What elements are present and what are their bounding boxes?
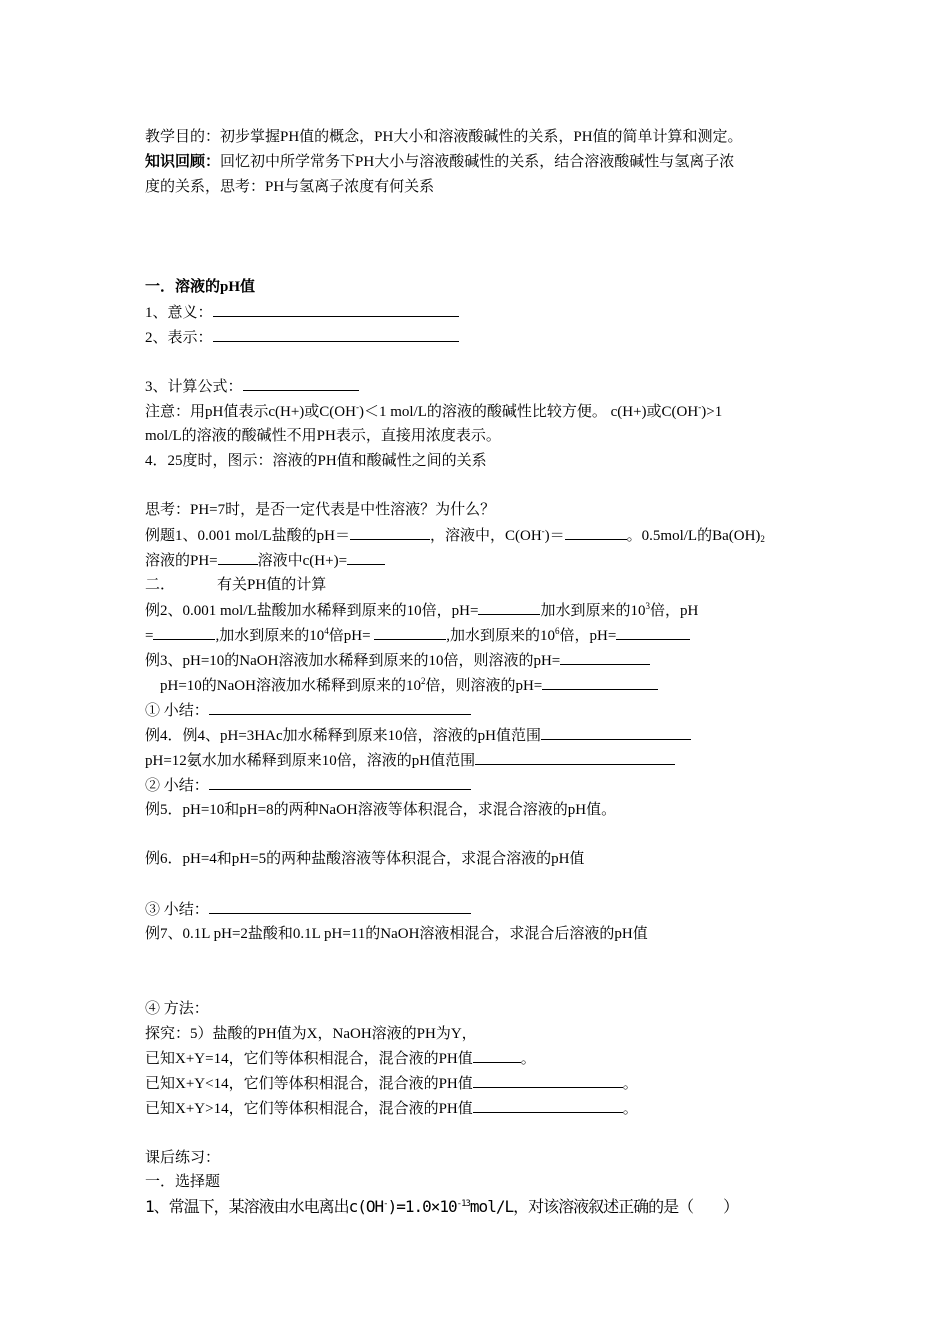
ex2-g: ,加水到原来的10 [446,628,556,644]
blank-k3[interactable] [473,1098,623,1113]
example3 [145,650,650,671]
summary2 [145,775,471,796]
blank-k1[interactable] [473,1048,521,1063]
example1-cont [145,550,385,571]
ex3-b: pH=10的NaOH溶液加水稀释到原来的10 [160,678,421,694]
sec2-num: 二． [145,577,176,593]
knowledge-review-cont: 度的关系，思考：PH与氢离子浓度有何关系 [145,179,435,195]
ex1-a: 例题1、0.001 mol/L盐酸的pH＝ [145,528,350,544]
practice-subtitle: 一．选择题 [145,1174,221,1190]
sum3-label: ③ 小结： [145,902,209,918]
k2-text: 已知X+Y<14，它们等体积相混合，混合液的PH值 [145,1076,473,1092]
blank-ex4-1[interactable] [541,725,691,740]
summary3 [145,899,471,920]
method-label: ④ 方法： [145,1001,209,1017]
blank-sum3[interactable] [209,899,471,914]
blank-ex1-ph[interactable] [350,525,430,540]
sum2-label: ② 小结： [145,778,209,794]
review-label: 知识回顾： [145,154,221,170]
blank-ex3-2[interactable] [542,675,658,690]
blank-ex1-oh[interactable] [565,525,627,540]
blank-ex3-1[interactable] [560,650,650,665]
summary1 [145,700,471,721]
ex2-exp2: 4 [324,626,329,636]
question1 [145,1197,738,1217]
note-a: 注意：用pH值表示c(H+)或C(OH [145,404,356,420]
known1 [145,1048,536,1069]
example6: 例6．pH=4和pH=5的两种盐酸溶液等体积混合，求混合溶液的pH值 [145,851,585,867]
blank-ex2-1[interactable] [478,600,540,615]
q1-c: mol/L，对该溶液叙述正确的是（ ） [469,1197,739,1216]
example2 [145,600,698,621]
note-minus2: - [698,402,702,412]
blank-ex2-3[interactable] [374,625,446,640]
section2-title [145,575,326,595]
item-formula-label: 3、计算公式： [145,379,243,395]
ex1-b: ，溶液中，C(OH [430,528,542,544]
item-diagram: 4．25度时，图示：溶液的PH值和酸碱性之间的关系 [145,453,487,469]
ex4-b: pH=12氨水加水稀释到原来10倍，溶液的pH值范围 [145,753,476,769]
ex1-minus: - [541,526,545,536]
known2 [145,1073,638,1094]
ex2-b: 加水到原来的10 [540,603,646,619]
k3-period: 。 [622,1101,638,1117]
blank-formula[interactable] [243,376,359,391]
blank-ex1-ph2[interactable] [218,550,258,565]
blank-sum1[interactable] [209,700,471,715]
ex4-a: 例4．例4、pH=3HAc加水稀释到原来10倍，溶液的pH值范围 [145,728,541,744]
ex2-a: 例2、0.001 mol/L盐酸加水稀释到原来的10倍，pH= [145,603,479,619]
ex2-exp1: 3 [645,601,650,611]
example4-cont [145,750,675,771]
ex2-e: ,加水到原来的10 [215,628,325,644]
ex1-c: )＝ [544,528,565,544]
blank-meaning[interactable] [213,302,459,317]
ex3-a: 例3、pH=10的NaOH溶液加水稀释到原来的10倍，则溶液的pH= [145,653,561,669]
ex2-f: 倍pH= [328,628,371,644]
think-question: 思考：PH=7时，是否一定代表是中性溶液？为什么？ [145,502,496,518]
ex2-exp3: 6 [555,626,560,636]
ex3-c: 倍，则溶液的pH= [425,678,543,694]
ex2-d: = [145,628,154,644]
ex1-e: 溶液的PH= [145,553,218,569]
blank-ex4-2[interactable] [475,750,675,765]
knowledge-review [145,152,734,172]
ex1-d: 。0.5mol/L的Ba(OH) [626,528,761,544]
item-notation-label: 2、表示： [145,330,213,346]
k1-text: 已知X+Y=14，它们等体积相混合，混合液的PH值 [145,1051,473,1067]
example2-cont [145,625,690,646]
practice-title: 课后练习： [145,1150,221,1166]
example1 [145,525,765,546]
q1-exp: -13 [456,1199,470,1209]
ex1-f: 溶液中c(H+)= [257,553,348,569]
blank-notation[interactable] [213,327,459,342]
section1-title: 一．溶液的pH值 [145,279,256,295]
k2-period: 。 [622,1076,638,1092]
ex3-exp: 2 [420,676,426,686]
example4 [145,725,691,746]
example7: 例7、0.1L pH=2盐酸和0.1L pH=11的NaOH溶液相混合，求混合后溶液的pH值 [145,926,648,942]
blank-ex1-h[interactable] [347,550,385,565]
item-notation [145,327,459,348]
blank-k2[interactable] [473,1073,623,1088]
blank-ex2-2[interactable] [153,625,215,640]
ex2-c: 倍，pH [649,603,699,619]
blank-ex2-4[interactable] [616,625,690,640]
q1-minus: - [383,1199,388,1209]
sec2-title-text: 有关PH值的计算 [217,577,327,593]
k1-period: 。 [520,1051,536,1067]
blank-sum2[interactable] [209,775,471,790]
ex2-h: 倍，pH= [559,628,617,644]
teaching-goal: 教学目的：初步掌握PH值的概念，PH大小和溶液酸碱性的关系，PH值的简单计算和测定。 [145,129,743,145]
note-line2: mol/L的溶液的酸碱性不用PH表示，直接用浓度表示。 [145,428,501,444]
item-meaning-label: 1、意义： [145,305,213,321]
k3-text: 已知X+Y>14，它们等体积相混合，混合液的PH值 [145,1101,473,1117]
q1-a: 1、常温下，某溶液由水电离出c(OH [145,1197,384,1216]
q1-b: )=1.0×10 [387,1197,457,1216]
example3-cont [160,675,658,696]
review-text: 回忆初中所学常务下PH大小与溶液酸碱性的关系，结合溶液酸碱性与氢离子浓 [220,154,735,170]
explore-line: 探究：5）盐酸的PH值为X，NaOH溶液的PH为Y， [145,1026,477,1042]
known3 [145,1098,638,1119]
sum1-label: ① 小结： [145,703,209,719]
note-b: )＜1 mol/L的溶液的酸碱性比较方便。 c(H+)或C(OH [358,404,699,420]
note-line [145,402,722,422]
example5: 例5．pH=10和pH=8的两种NaOH溶液等体积混合，求混合溶液的pH值。 [145,802,617,818]
item-formula [145,376,359,397]
item-meaning [145,302,459,323]
ex1-sub: 2 [760,534,765,544]
note-c: )>1 [701,404,723,420]
note-minus1: - [355,402,359,412]
